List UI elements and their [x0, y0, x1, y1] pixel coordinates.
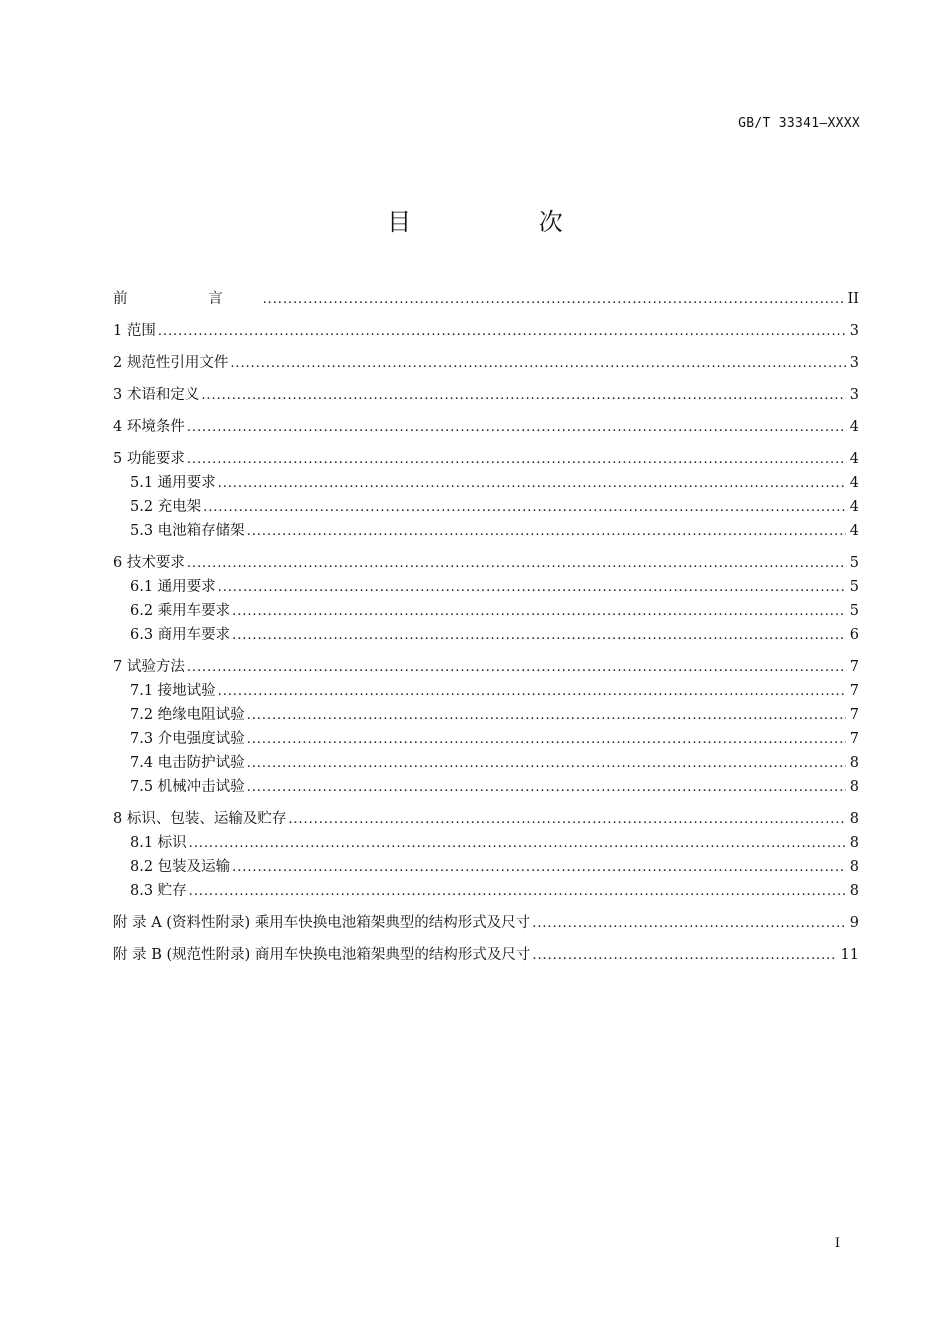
toc-leader-dots: [189, 879, 846, 903]
toc-entry-page: 5: [849, 555, 859, 571]
toc-entry-label: 3 术语和定义: [113, 387, 200, 403]
toc-leader-dots: [203, 495, 846, 519]
toc-leader-dots: [201, 383, 845, 407]
toc-entry-page: 4: [849, 451, 859, 467]
toc-entry-label: 8 标识、包装、运输及贮存: [113, 811, 287, 827]
toc-entry-label: 7 试验方法: [113, 659, 185, 675]
toc-entry-page: 11: [840, 947, 859, 963]
toc-entry[interactable]: [113, 911, 859, 935]
toc-leader-dots: [189, 831, 846, 855]
toc-entry-label: 5.1 通用要求: [130, 475, 216, 491]
toc-entry[interactable]: [113, 751, 859, 775]
toc-leader-dots: [532, 911, 846, 935]
toc-entry[interactable]: [113, 383, 859, 407]
toc-entry[interactable]: [113, 679, 859, 703]
toc-leader-dots: [232, 855, 846, 879]
toc-entry-label: 6.1 通用要求: [130, 579, 216, 595]
toc-entry-page: 7: [849, 683, 859, 699]
toc-entry[interactable]: [113, 351, 859, 375]
toc-leader-dots: [187, 551, 846, 575]
toc-leader-dots: [247, 703, 846, 727]
toc-entry-page: 4: [849, 419, 859, 435]
toc-entry-label: 5 功能要求: [113, 451, 185, 467]
table-of-contents: [113, 287, 859, 967]
toc-leader-dots: [532, 943, 836, 967]
toc-entry-label: 6.3 商用车要求: [130, 627, 231, 643]
toc-entry[interactable]: [113, 471, 859, 495]
toc-entry-label: 7.1 接地试验: [130, 683, 216, 699]
toc-entry-label: 4 环境条件: [113, 419, 185, 435]
toc-entry-page: 4: [849, 475, 859, 491]
toc-entry-page: 4: [849, 499, 859, 515]
toc-entry-label: 8.2 包装及运输: [130, 859, 231, 875]
toc-entry-label: 8.3 贮存: [130, 883, 187, 899]
toc-leader-dots: [158, 319, 846, 343]
toc-entry[interactable]: [113, 575, 859, 599]
toc-entry-page: 8: [849, 835, 859, 851]
toc-entry[interactable]: [113, 519, 859, 543]
toc-entry-page: 7: [849, 659, 859, 675]
toc-leader-dots: [232, 623, 846, 647]
toc-entry[interactable]: [113, 807, 859, 831]
toc-entry-label: 7.3 介电强度试验: [130, 731, 245, 747]
toc-entry-page: 5: [849, 579, 859, 595]
toc-entry[interactable]: [113, 655, 859, 679]
toc-entry-label: 2 规范性引用文件: [113, 355, 229, 371]
toc-entry-label: 7.5 机械冲击试验: [130, 779, 245, 795]
toc-entry[interactable]: [113, 599, 859, 623]
toc-entry-label: 7.2 绝缘电阻试验: [130, 707, 245, 723]
toc-leader-dots: [247, 727, 846, 751]
toc-leader-dots: [247, 519, 846, 543]
toc-entry-page: 3: [849, 387, 859, 403]
toc-entry-page: 3: [849, 355, 859, 371]
toc-entry[interactable]: [113, 943, 859, 967]
toc-entry-label: 7.4 电击防护试验: [130, 755, 245, 771]
toc-entry[interactable]: [113, 831, 859, 855]
toc-entry[interactable]: [113, 551, 859, 575]
toc-leader-dots: [218, 575, 846, 599]
toc-entry[interactable]: [113, 855, 859, 879]
toc-leader-dots: [187, 415, 846, 439]
toc-entry[interactable]: [113, 319, 859, 343]
toc-entry-label: 附 录 B (规范性附录) 商用车快换电池箱架典型的结构形式及尺寸: [113, 947, 531, 963]
toc-entry-page: 8: [849, 811, 859, 827]
toc-entry[interactable]: [113, 775, 859, 799]
toc-entry-label: 5.3 电池箱存储架: [130, 523, 245, 539]
toc-entry-label: 1 范围: [113, 323, 156, 339]
toc-entry-label: 6.2 乘用车要求: [130, 603, 231, 619]
toc-entry-label: 6 技术要求: [113, 555, 185, 571]
toc-entry-page: II: [847, 291, 859, 307]
toc-entry-label: 5.2 充电架: [130, 499, 202, 515]
toc-leader-dots: [247, 775, 846, 799]
toc-entry-page: 8: [849, 755, 859, 771]
toc-entry-page: 7: [849, 707, 859, 723]
toc-entry[interactable]: [113, 287, 859, 311]
toc-leader-dots: [218, 679, 846, 703]
toc-entry-label: 8.1 标识: [130, 835, 187, 851]
toc-entry[interactable]: [113, 495, 859, 519]
toc-leader-dots: [218, 471, 846, 495]
toc-entry[interactable]: [113, 727, 859, 751]
toc-leader-dots: [263, 287, 844, 311]
toc-leader-dots: [187, 655, 846, 679]
toc-entry[interactable]: [113, 447, 859, 471]
toc-entry-label: 附 录 A (资料性附录) 乘用车快换电池箱架典型的结构形式及尺寸: [113, 915, 531, 931]
toc-leader-dots: [247, 751, 846, 775]
toc-entry-page: 8: [849, 883, 859, 899]
toc-entry[interactable]: [113, 415, 859, 439]
toc-entry-page: 5: [849, 603, 859, 619]
toc-entry[interactable]: [113, 703, 859, 727]
toc-leader-dots: [232, 599, 846, 623]
page-number: I: [834, 1236, 840, 1251]
standard-code: GB/T 33341—XXXX: [738, 116, 860, 131]
toc-leader-dots: [187, 447, 846, 471]
toc-entry-label: 前 言: [113, 291, 261, 307]
toc-leader-dots: [288, 807, 845, 831]
toc-title: 目 次: [387, 208, 623, 236]
toc-entry-page: 3: [849, 323, 859, 339]
toc-entry-page: 6: [849, 627, 859, 643]
toc-entry[interactable]: [113, 879, 859, 903]
toc-entry[interactable]: [113, 623, 859, 647]
toc-entry-page: 4: [849, 523, 859, 539]
toc-entry-page: 9: [849, 915, 859, 931]
toc-leader-dots: [230, 351, 845, 375]
toc-entry-page: 8: [849, 859, 859, 875]
toc-entry-page: 7: [849, 731, 859, 747]
toc-entry-page: 8: [849, 779, 859, 795]
